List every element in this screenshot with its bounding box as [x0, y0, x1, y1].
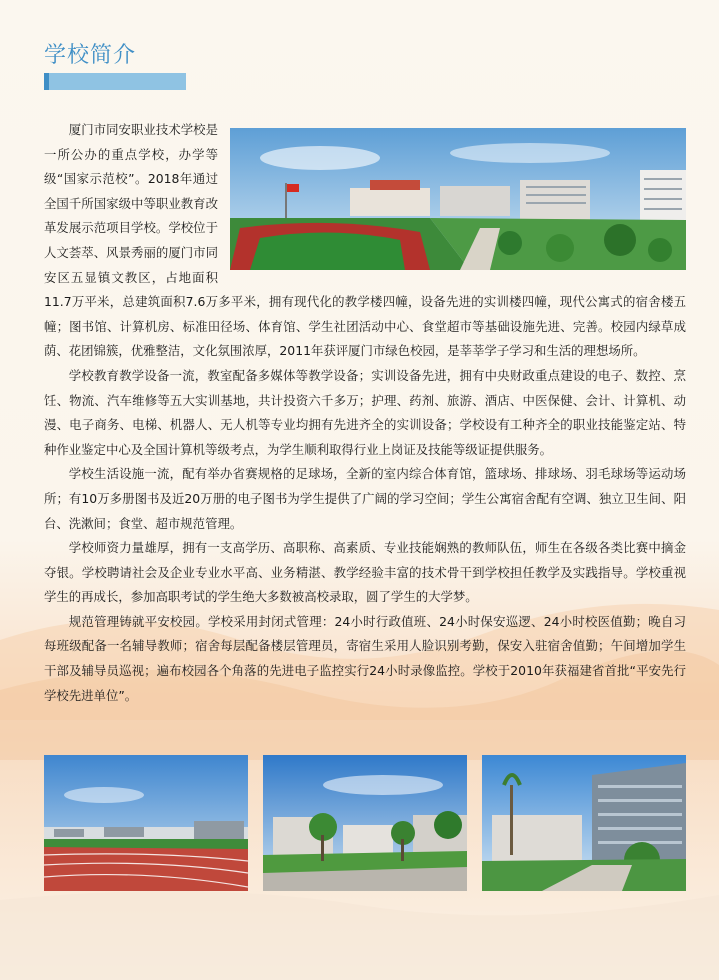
- campus-garden-photo: [263, 755, 467, 891]
- paragraph-facilities: 学校生活设施一流，配有举办省赛规格的足球场，全新的室内综合体育馆，篮球场、排球场、羽毛球场等运动场所；有10万多册图书及近20万册的电子图书为学生提供了广阔的学习空间；学生公寓宿舍配有空调、独立卫生间、阳台、洗漱间；食堂、超市规范管理。: [44, 466, 686, 531]
- paragraph-equipment: 学校教育教学设备一流，教室配备多媒体等教学设备；实训设备先进，拥有中央财政重点建设的电子、数控、烹饪、物流、汽车维修等五大实训基地，共计投资六千多万；护理、药剂、旅游、酒店、中医保健、会计、计算机、动漫、电子商务、电梯、机器人、无人机等专业均拥有先进齐全的实训设备；学校设有工种齐全的职业技能鉴定站、特种作业鉴定中心及全国计算机等级考点，为学生顺利取得行业上岗证及技能等级证提供服务。: [44, 367, 686, 457]
- dormitory-building-photo: [482, 755, 686, 891]
- photo-gallery: [44, 755, 686, 891]
- title-underline-bar: [44, 73, 186, 90]
- paragraph-intro: 厦门市同安职业技术学校是一所公办的重点学校，办学等级“国家示范校”。2018年通过全国千所国家级中等职业教育改革发展示范项目学校。学校位于人文荟萃、风景秀丽的厦门市同安区五显镇文教区，占地面积11.7万平米，总建筑面积7.6万多平米，拥有现代化的教学楼四幢，设备先进的实训楼四幢，现代公寓式的宿舍楼五幢；图书馆、计算机房、标准田径场、体育馆、学生社团活动中心、食堂超市等基础设施先进、完善。校园内绿草成荫、花团锦簇，优雅整洁，文化氛围浓厚，2011年获评厦门市绿色校园，是莘莘学子学习和生活的理想场所。: [44, 122, 686, 359]
- paragraph-safety: 规范管理铸就平安校园。学校采用封闭式管理：24小时行政值班、24小时保安巡逻、24小时校医值勤；晚自习每班级配备一名辅导教师；宿舍每层配备楼层管理员，寄宿生采用人脸识别考勤，保安入驻宿舍值勤；午间增加学生干部及辅导员巡视；遍布校园各个角落的先进电子监控实行24小时录像监控。学校于2010年获福建省首批“平安先行学校先进单位”。: [44, 613, 686, 703]
- article-body: [44, 118, 686, 708]
- paragraph-faculty: 学校师资力量雄厚，拥有一支高学历、高职称、高素质、专业技能娴熟的教师队伍，师生在各级各类比赛中摘金夺银。学校聘请社会及企业专业水平高、业务精湛、教学经验丰富的技术骨干到学校担任教学及实践指导。学校重视学生的再成长，参加高职考试的学生绝大多数被高校录取，圆了学生的大学梦。: [44, 540, 686, 605]
- running-track-photo: [44, 755, 248, 891]
- campus-aerial-photo: [230, 128, 686, 270]
- page-title: 学校简介: [44, 43, 137, 68]
